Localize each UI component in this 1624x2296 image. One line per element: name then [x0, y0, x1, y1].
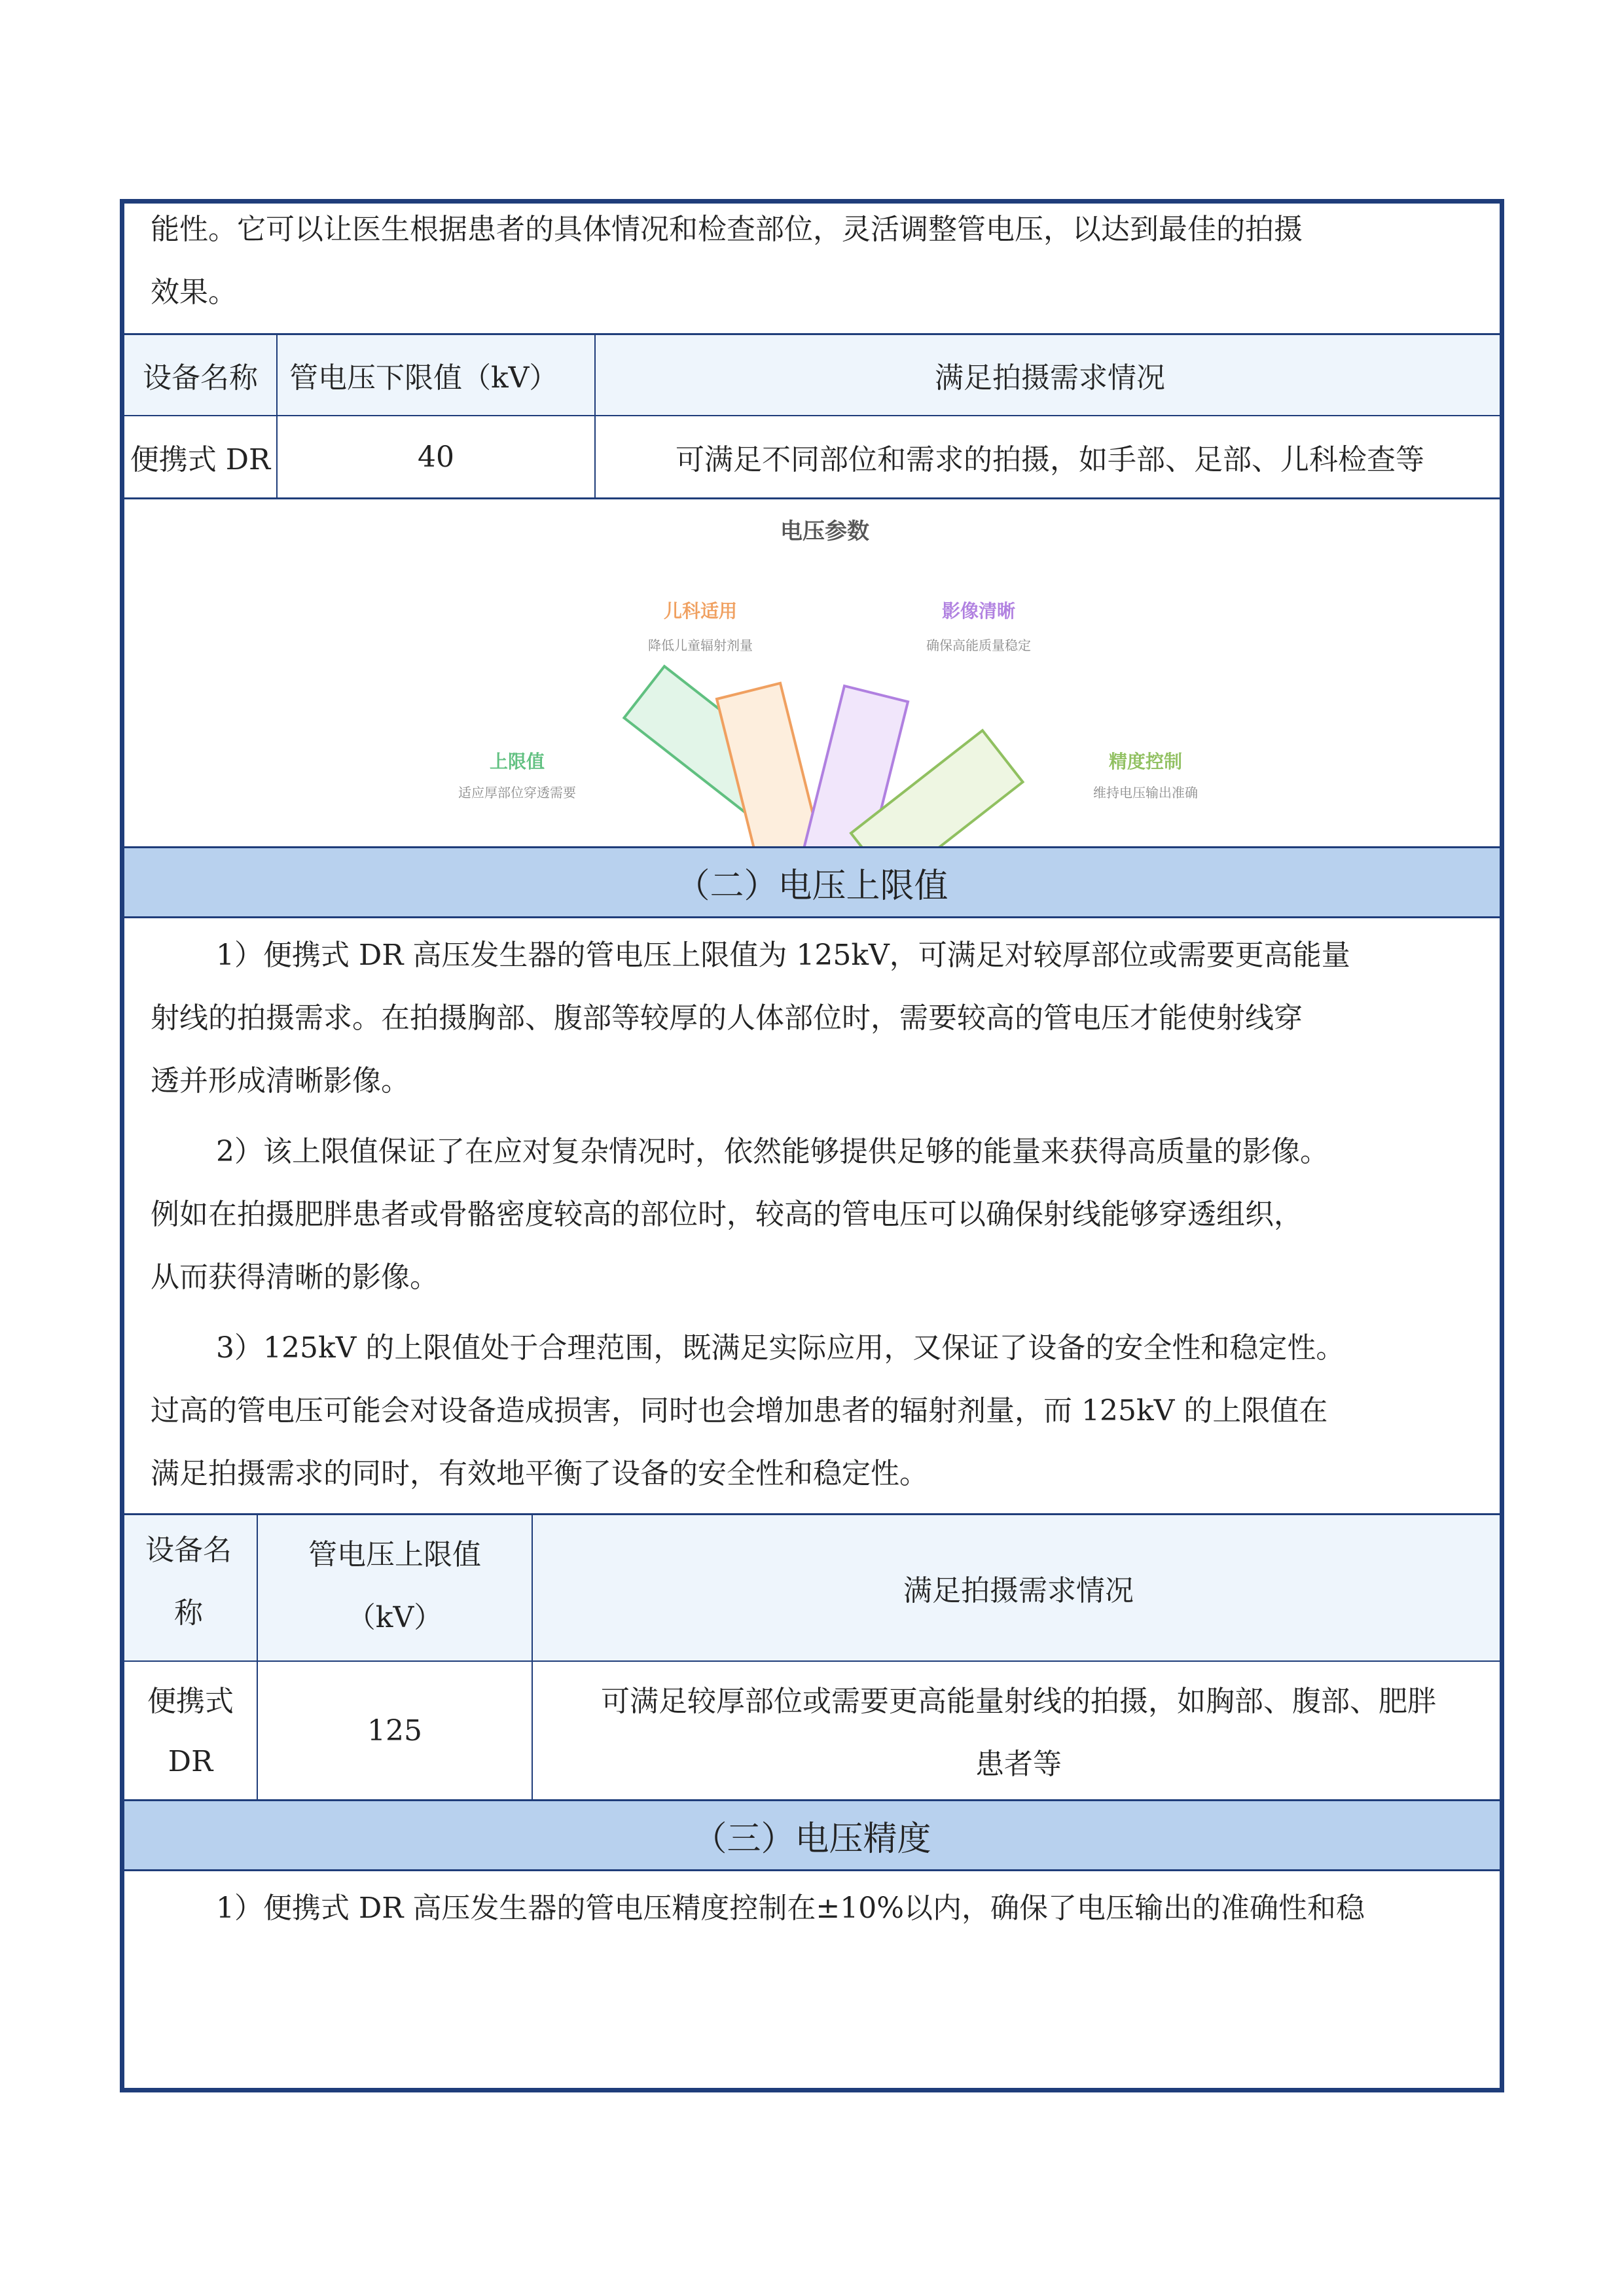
section2-p2-line1: 2）该上限值保证了在应对复杂情况时，依然能够提供足够的能量来获得高质量的影像。 — [216, 1135, 1329, 1168]
label-precision: 精度控制 — [1108, 751, 1183, 772]
sub-precision: 维持电压输出准确 — [1093, 785, 1198, 800]
table2-header-value-line2: （kV） — [346, 1601, 443, 1634]
sub-pediatric: 降低儿童辐射剂量 — [648, 637, 753, 653]
table1-cell-value: 40 — [418, 440, 454, 474]
intro-line-2: 效果。 — [151, 276, 237, 309]
sub-clear-image: 确保高能质量稳定 — [926, 637, 1031, 653]
block-pediatric — [717, 683, 821, 846]
divider — [532, 1515, 533, 1799]
table2-cell-name-line2: DR — [168, 1744, 213, 1778]
divider — [257, 1515, 258, 1799]
table2-cell-name-line1: 便携式 — [147, 1685, 234, 1718]
voltage-parameter-figure — [124, 499, 1500, 846]
table2-header-value-line1: 管电压上限值 — [308, 1538, 481, 1571]
section2-p2-line2: 例如在拍摄肥胖患者或骨骼密度较高的部位时，较高的管电压可以确保射线能够穿透组织， — [151, 1198, 1303, 1231]
table1-cell-name: 便携式 DR — [130, 443, 271, 476]
table2-cell-value: 125 — [367, 1713, 422, 1748]
divider — [124, 916, 1500, 918]
divider — [276, 335, 278, 497]
section2-p3-line1: 3）125kV 的上限值处于合理范围，既满足实际应用，又保证了设备的安全性和稳定性。 — [216, 1331, 1345, 1365]
fan-diagram — [124, 499, 1500, 846]
sub-upper-limit: 适应厚部位穿透需要 — [458, 785, 576, 800]
section2-p1-line3: 透并形成清晰影像。 — [151, 1064, 410, 1098]
table2-cell-desc-line2: 患者等 — [975, 1748, 1062, 1781]
section2-p2-line3: 从而获得清晰的影像。 — [151, 1261, 439, 1294]
label-upper-limit: 上限值 — [489, 751, 545, 772]
section2-title: （二）电压上限值 — [124, 848, 1500, 916]
table1-header-name: 设备名称 — [143, 361, 258, 395]
table2-header-desc: 满足拍摄需求情况 — [903, 1574, 1134, 1607]
section2-p1-line1: 1）便携式 DR 高压发生器的管电压上限值为 125kV，可满足对较厚部位或需要更高能量 — [216, 939, 1350, 972]
fan-blocks — [586, 666, 1066, 846]
figure-title: 电压参数 — [780, 518, 869, 545]
table1-header-value: 管电压下限值（kV） — [289, 361, 558, 395]
divider — [124, 1869, 1500, 1871]
section3-p1-line1: 1）便携式 DR 高压发生器的管电压精度控制在±10%以内，确保了电压输出的准确性和稳 — [216, 1892, 1365, 1925]
section2-p3-line3: 满足拍摄需求的同时，有效地平衡了设备的安全性和稳定性。 — [151, 1457, 928, 1490]
intro-line-1: 能性。它可以让医生根据患者的具体情况和检查部位，灵活调整管电压，以达到最佳的拍摄 — [151, 213, 1303, 246]
table1-cell-desc: 可满足不同部位和需求的拍摄，如手部、足部、儿科检查等 — [676, 443, 1424, 476]
section2-p3-line2: 过高的管电压可能会对设备造成损害，同时也会增加患者的辐射剂量，而 125kV 的上限值在 — [151, 1394, 1328, 1427]
table1-header-desc: 满足拍摄需求情况 — [935, 361, 1165, 395]
table2-header-name-line1: 设备名 — [145, 1534, 232, 1567]
document-frame — [120, 199, 1504, 2092]
table2-cell-desc-line1: 可满足较厚部位或需要更高能量射线的拍摄，如胸部、腹部、肥胖 — [601, 1685, 1436, 1718]
divider — [594, 335, 596, 497]
table2-header-name-line2: 称 — [174, 1596, 203, 1630]
label-pediatric: 儿科适用 — [663, 600, 738, 622]
section3-title: （三）电压精度 — [124, 1801, 1500, 1869]
label-clear-image: 影像清晰 — [941, 600, 1016, 622]
section2-p1-line2: 射线的拍摄需求。在拍摄胸部、腹部等较厚的人体部位时，需要较高的管电压才能使射线穿 — [151, 1001, 1303, 1035]
